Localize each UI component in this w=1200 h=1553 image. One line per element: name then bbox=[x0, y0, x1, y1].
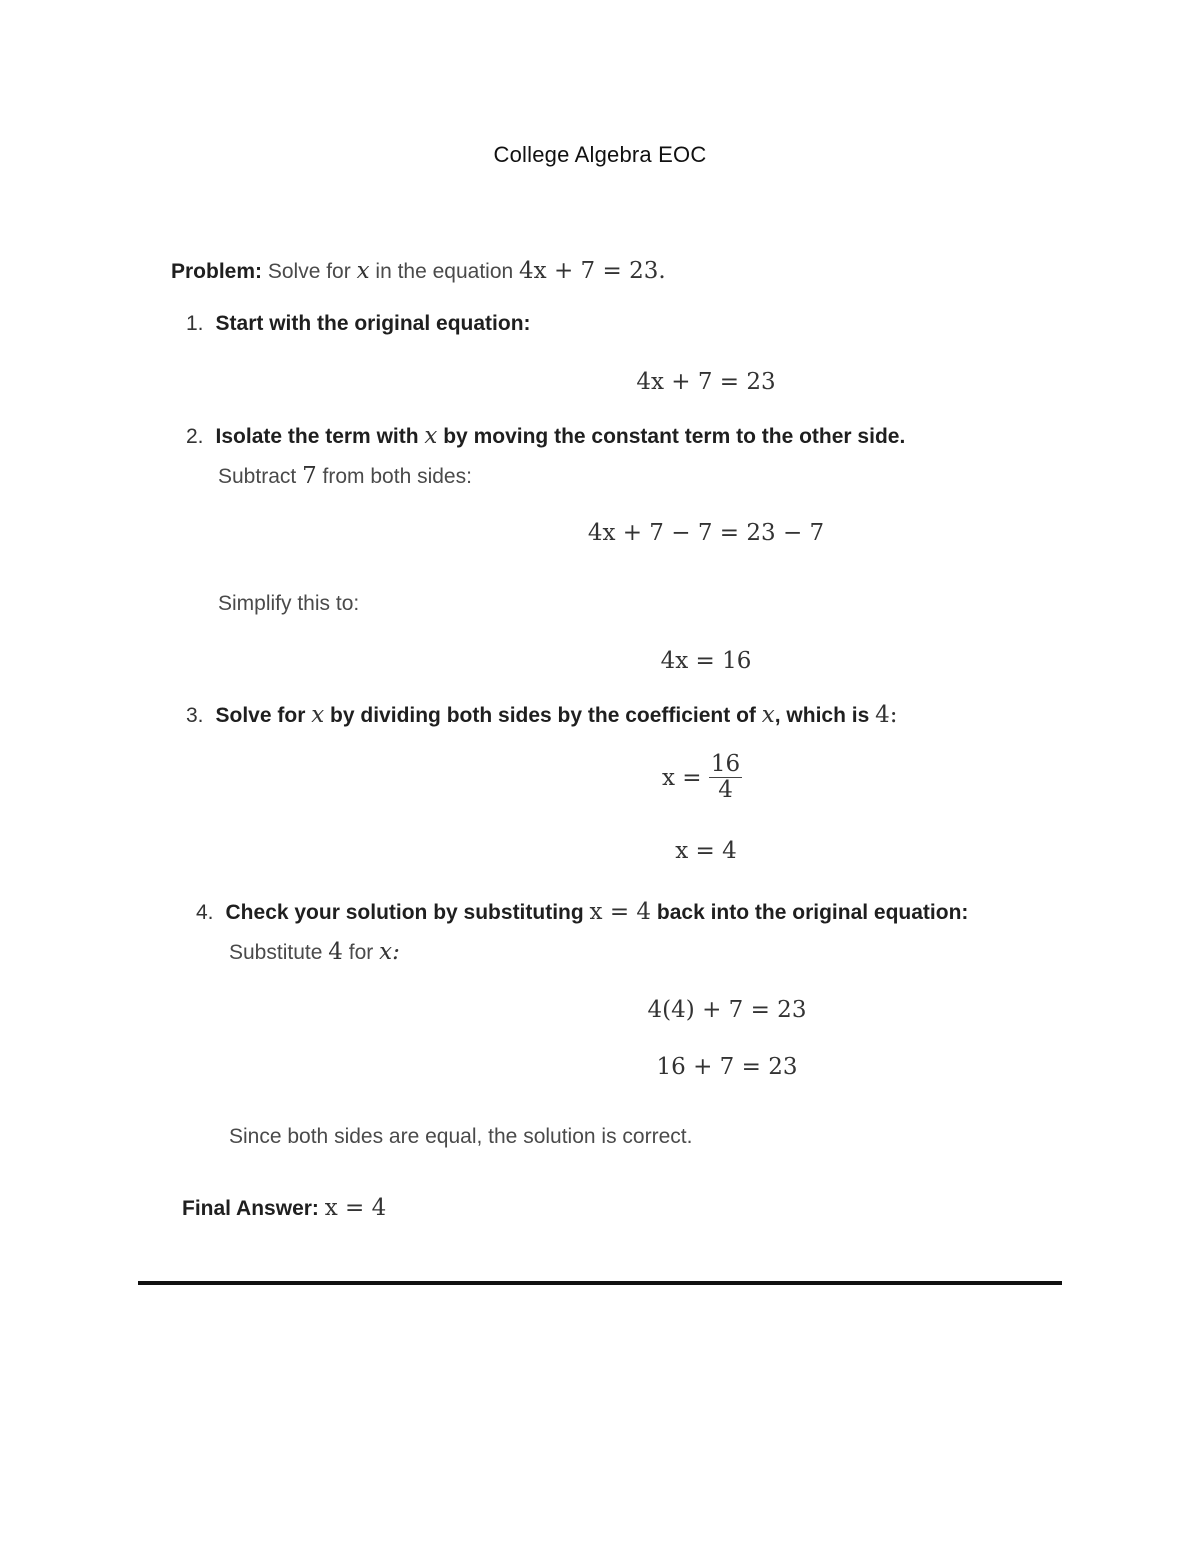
document-title: College Algebra EOC bbox=[493, 142, 707, 167]
step-4-heading-a: Check your solution by substituting bbox=[225, 901, 584, 924]
step-2-heading bbox=[186, 423, 905, 449]
step-4-subtext bbox=[229, 939, 400, 965]
step-3-fraction-denominator: 4 bbox=[718, 777, 733, 804]
step-3-fraction-numerator: 16 bbox=[710, 751, 741, 777]
problem-label: Problem: bbox=[171, 260, 263, 283]
step-2-heading-a: Isolate the term with bbox=[215, 425, 419, 448]
step-3-number: 3. bbox=[186, 704, 204, 727]
problem-statement bbox=[171, 258, 666, 284]
step-2-simplified: 4x = 16 bbox=[660, 648, 752, 674]
final-answer bbox=[182, 1195, 386, 1221]
step-2-heading-b: by moving the constant term to the other side. bbox=[443, 425, 906, 448]
problem-text-b: in the equation bbox=[375, 260, 514, 283]
step-3-heading-number: 4: bbox=[875, 702, 898, 728]
step-4-equation-2: 16 + 7 = 23 bbox=[656, 1054, 798, 1080]
step-3-heading-variable-2: x bbox=[761, 702, 775, 728]
step-2-equation: 4x + 7 − 7 = 23 − 7 bbox=[587, 520, 825, 546]
step-4-heading bbox=[196, 899, 968, 925]
step-4-sub-variable: x: bbox=[379, 939, 400, 965]
step-4-heading-b: back into the original equation: bbox=[656, 901, 969, 924]
step-3-fraction-lhs: x = bbox=[662, 764, 702, 791]
step-3-fraction bbox=[709, 752, 742, 804]
step-2-subtext bbox=[218, 463, 472, 489]
step-1-equation: 4x + 7 = 23 bbox=[636, 369, 776, 395]
horizontal-divider bbox=[138, 1281, 1062, 1285]
step-2-sub-a: Subtract bbox=[218, 465, 297, 488]
step-4-equation-1: 4(4) + 7 = 23 bbox=[647, 997, 807, 1023]
step-3-result: x = 4 bbox=[675, 838, 737, 864]
step-1-number: 1. bbox=[186, 312, 204, 335]
step-1-heading-text: Start with the original equation: bbox=[215, 312, 531, 335]
step-2-sub-b: from both sides: bbox=[322, 465, 472, 488]
step-3-heading-b: by dividing both sides by the coefficient of bbox=[330, 704, 756, 727]
step-3-heading bbox=[186, 702, 898, 728]
step-3-heading-a: Solve for bbox=[215, 704, 306, 727]
step-2-heading-variable: x bbox=[424, 423, 438, 449]
step-2-sub-number: 7 bbox=[302, 463, 317, 489]
problem-text-a: Solve for bbox=[267, 260, 351, 283]
problem-variable: x bbox=[356, 258, 370, 284]
step-4-heading-equation: x = 4 bbox=[589, 899, 652, 925]
step-2-simplify-label: Simplify this to: bbox=[218, 592, 360, 615]
problem-equation: 4x + 7 = 23. bbox=[519, 258, 666, 284]
step-4-sub-number: 4 bbox=[328, 939, 343, 965]
step-4-sub-a: Substitute bbox=[229, 941, 323, 964]
step-3-heading-c: , which is bbox=[774, 704, 870, 727]
step-4-number: 4. bbox=[196, 901, 214, 924]
step-1-heading bbox=[186, 312, 531, 336]
final-answer-label: Final Answer: bbox=[182, 1197, 319, 1220]
step-3-heading-variable: x bbox=[311, 702, 325, 728]
step-4-conclusion: Since both sides are equal, the solution is correct. bbox=[229, 1125, 693, 1148]
final-answer-value: x = 4 bbox=[324, 1195, 387, 1221]
step-2-number: 2. bbox=[186, 425, 204, 448]
step-3-fraction-equation bbox=[662, 752, 742, 804]
step-4-sub-b: for bbox=[348, 941, 374, 964]
